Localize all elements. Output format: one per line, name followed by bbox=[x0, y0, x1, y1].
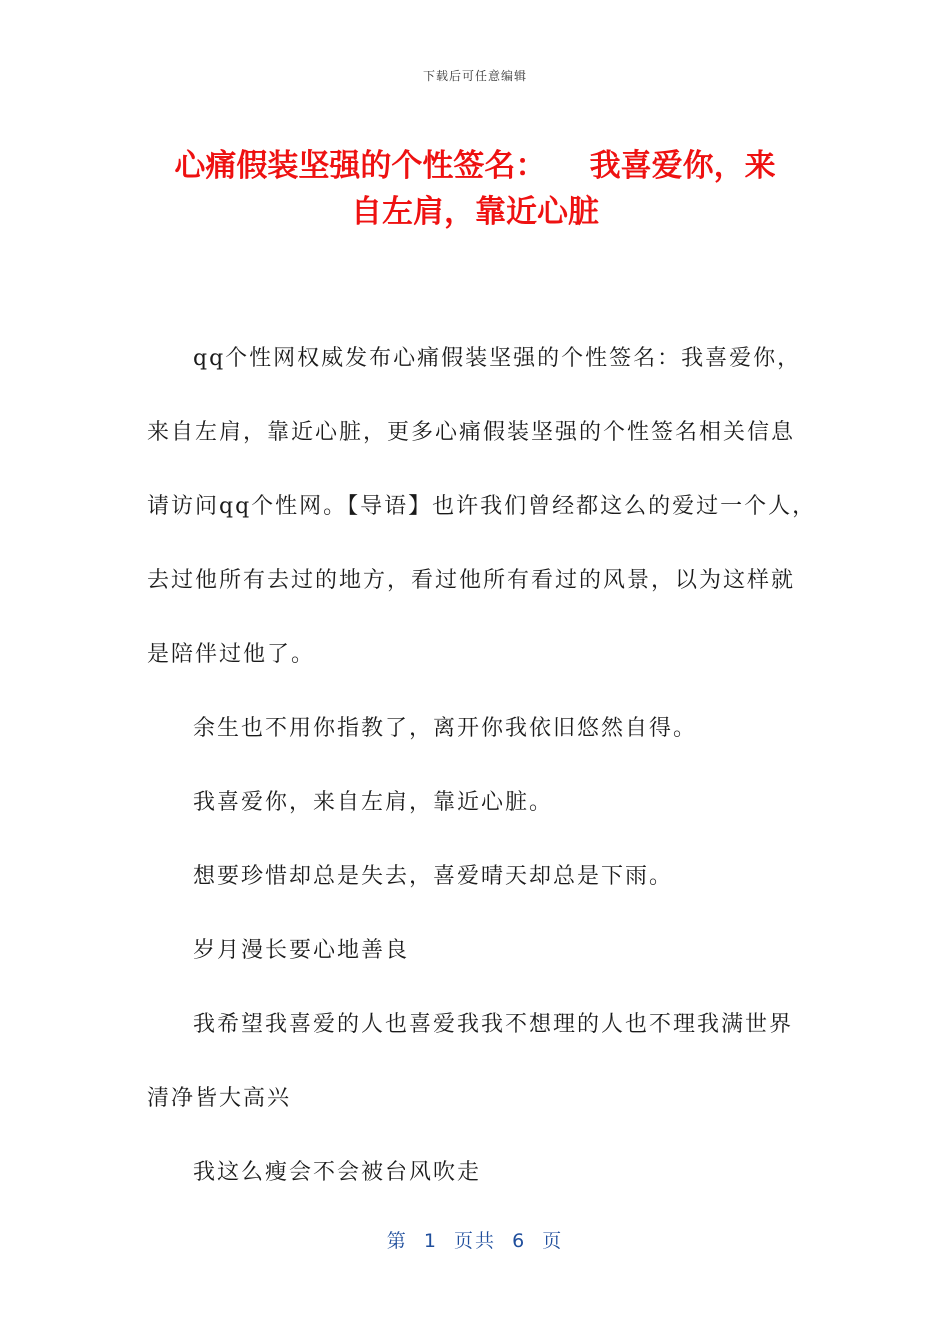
title-line-2: 自左肩，靠近心脏 bbox=[351, 194, 599, 230]
signature-item bbox=[147, 988, 827, 1136]
paragraph-line: 我希望我喜爱的人也喜爱我我不想理的人也不理我满世界 bbox=[193, 1012, 794, 1037]
paragraph-line: 我喜爱你，来自左肩，靠近心脏。 bbox=[193, 790, 554, 815]
paragraph-line: 岁月漫长要心地善良 bbox=[193, 938, 410, 963]
paragraph-line: 我这么瘦会不会被台风吹走 bbox=[193, 1160, 482, 1185]
signature-item bbox=[147, 1136, 827, 1210]
paragraph-line: 想要珍惜却总是失去，喜爱晴天却总是下雨。 bbox=[193, 864, 674, 889]
page-number-footer: 第 1 页共 6 页 bbox=[386, 1230, 564, 1252]
signature-item bbox=[147, 766, 827, 840]
paragraph-line: 余生也不用你指教了，离开你我依旧悠然自得。 bbox=[193, 716, 698, 741]
paragraph-line: 请访问qq个性网。【导语】也许我们曾经都这么的爱过一个人， bbox=[147, 494, 817, 519]
paragraph-line: qq个性网权威发布心痛假装坚强的个性签名：我喜爱你， bbox=[193, 346, 802, 371]
paragraph-line: 来自左肩，靠近心脏，更多心痛假装坚强的个性签名相关信息 bbox=[147, 420, 796, 445]
document-title bbox=[120, 143, 830, 235]
page-header-note: 下载后可任意编辑 bbox=[422, 69, 527, 83]
paragraph-line: 是陪伴过他了。 bbox=[147, 642, 316, 667]
signature-item bbox=[147, 692, 827, 766]
signature-item bbox=[147, 840, 827, 914]
document-body bbox=[147, 322, 827, 1210]
paragraph-line: 去过他所有去过的地方，看过他所有看过的风景，以为这样就 bbox=[147, 568, 796, 593]
paragraph-intro bbox=[147, 322, 827, 692]
paragraph-line: 清净皆大高兴 bbox=[147, 1086, 292, 1111]
title-line-1: 心痛假装坚强的个性签名： 我喜爱你，来 bbox=[174, 148, 776, 184]
signature-item bbox=[147, 914, 827, 988]
